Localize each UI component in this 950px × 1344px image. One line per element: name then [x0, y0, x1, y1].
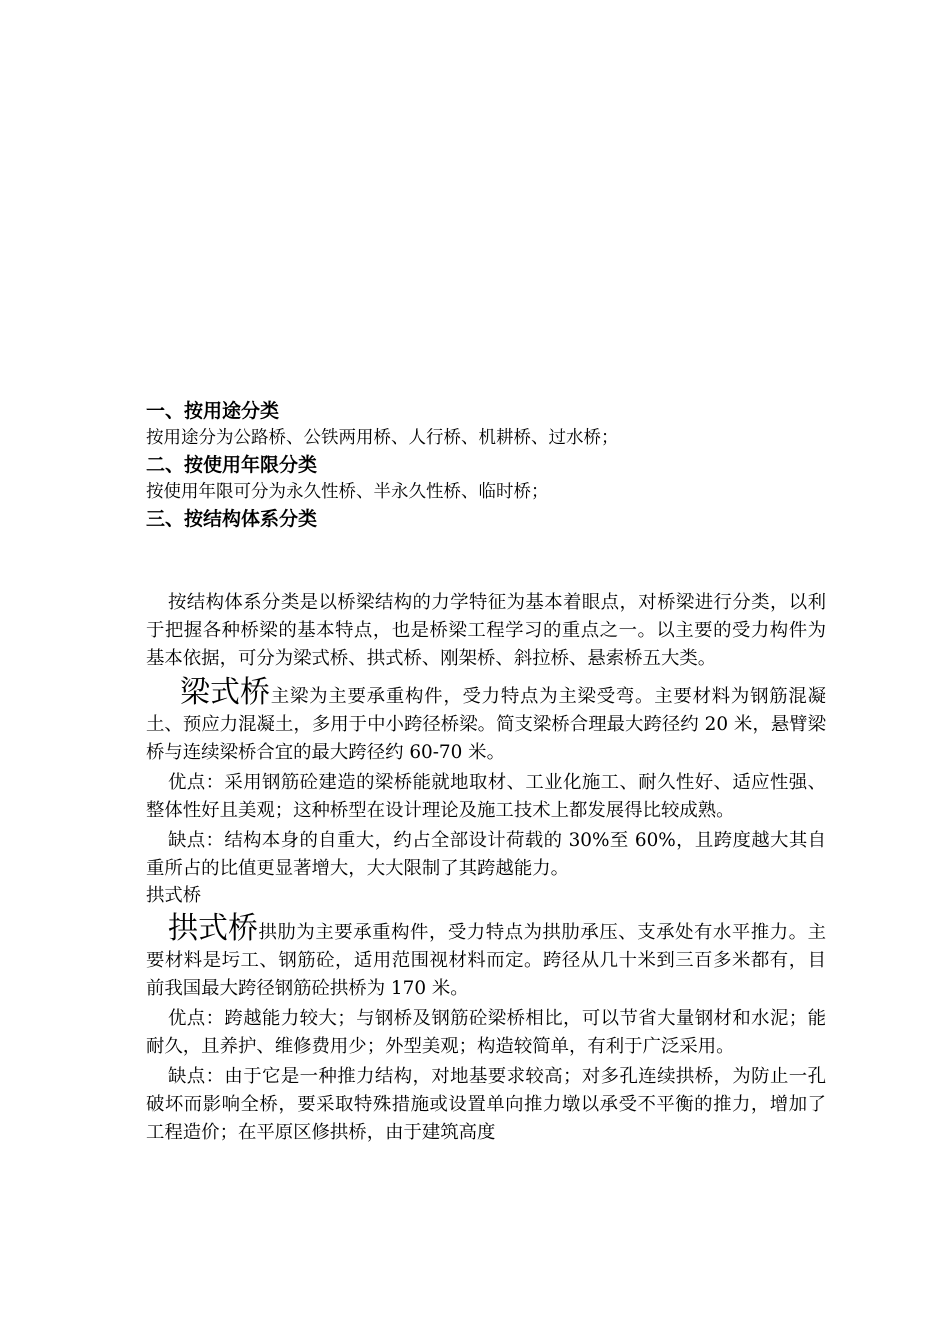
beam-bridge-disadvantages: 缺点：结构本身的自重大，约占全部设计荷载的 30%至 60%，且跨度越大其自重所占的比值更显著增大，大大限制了其跨越能力。 [146, 830, 826, 879]
section-heading-usage: 一、按用途分类 [146, 400, 280, 422]
beam-bridge-term: 梁式桥 [180, 675, 270, 710]
arch-bridge-label: 拱式桥 [146, 885, 202, 906]
beam-bridge-advantages: 优点：采用钢筋砼建造的梁桥能就地取材、工业化施工、耐久性好、适应性强、整体性好且美观；这种桥型在设计理论及施工技术上都发展得比较成熟。 [146, 772, 826, 821]
arch-bridge-description: 拱肋为主要承重构件，受力特点为拱肋承压、支承处有水平推力。主要材料是圬工、钢筋砼，适用范围视材料而定。跨径从几十米到三百多米都有，目前我国最大跨径钢筋砼拱桥为 170 米。 [146, 922, 826, 999]
arch-bridge-advantages: 优点：跨越能力较大；与钢桥及钢筋砼梁桥相比，可以节省大量钢材和水泥；能耐久，且养护、维修费用少；外型美观；构造较简单，有利于广泛采用。 [146, 1008, 826, 1057]
blank-space [146, 533, 826, 589]
section-body-service-life: 按使用年限可分为永久性桥、半永久性桥、临时桥； [146, 482, 549, 502]
arch-bridge-term: 拱式桥 [168, 911, 258, 946]
structure-intro-paragraph: 按结构体系分类是以桥梁结构的力学特征为基本着眼点，对桥梁进行分类，以利于把握各种桥梁的基本特点，也是桥梁工程学习的重点之一。以主要的受力构件为基本依据，可分为梁式桥、拱式桥、刚架桥、斜拉桥、悬索桥五大类。 [146, 592, 826, 669]
arch-bridge-disadvantages: 缺点：由于它是一种推力结构，对地基要求较高；对多孔连续拱桥，为防止一孔破坏而影响全桥，要采取特殊措施或设置单向推力墩以承受不平衡的推力，增加了工程造价；在平原区修拱桥，由于建筑高度 [146, 1066, 826, 1143]
document-content [146, 398, 826, 1147]
section-heading-service-life: 二、按使用年限分类 [146, 454, 318, 476]
section-heading-structure: 三、按结构体系分类 [146, 508, 318, 530]
beam-bridge-paragraph [146, 675, 826, 767]
arch-bridge-paragraph [146, 911, 826, 1003]
beam-bridge-description: 主梁为主要承重构件，受力特点为主梁受弯。主要材料为钢筋混凝土、预应力混凝土，多用于中小跨径桥梁。简支梁桥合理最大跨径约 20 米，悬臂梁桥与连续梁桥合宜的最大跨径约 60-70 米。 [146, 686, 826, 763]
section-body-usage: 按用途分为公路桥、公铁两用桥、人行桥、机耕桥、过水桥； [146, 428, 619, 448]
